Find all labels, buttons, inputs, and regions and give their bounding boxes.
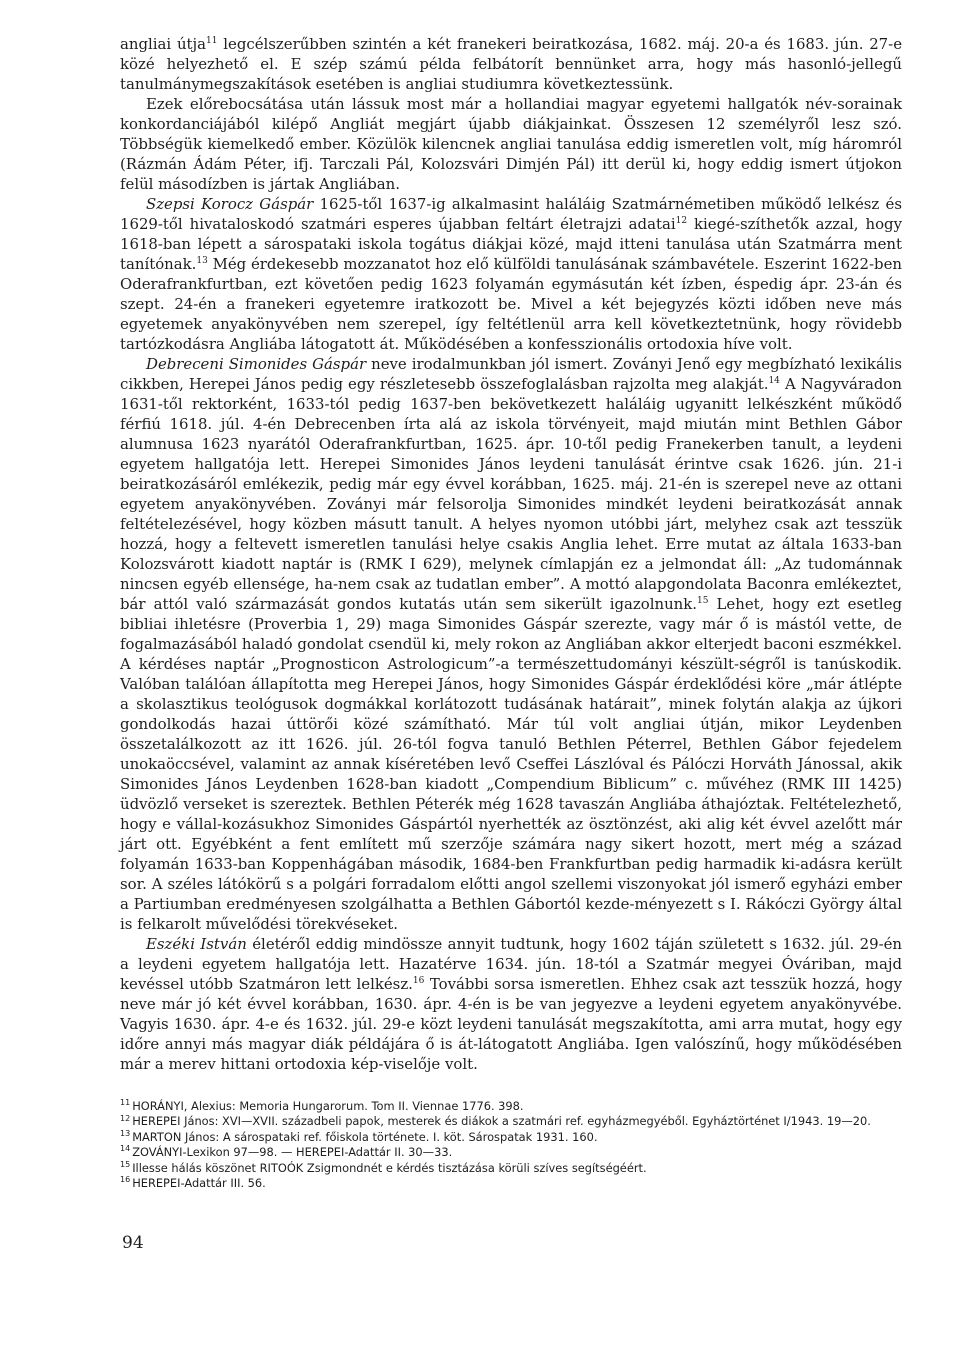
footnote-text: HORÁNYI, Alexius: Memoria Hungarorum. Tom II. Viennae 1776. 398. [132, 1099, 524, 1113]
main-text [120, 34, 902, 1074]
paragraph-4 [120, 354, 902, 934]
text-run: angliai útja [120, 35, 207, 53]
person-name: Eszéki István [146, 935, 247, 953]
footnote-text: ZOVÁNYI-Lexikon 97—98. — HEREPEI-Adattár II. 30—33. [132, 1145, 453, 1160]
footnote [120, 1161, 902, 1176]
text-run: Lehet, hogy ezt esetleg bibliai ihletésre (Proverbia 1, 29) maga Simonides Gáspár szerezte, vagy már ő is mástól vette, de fogalmazásából haladó gondolat csendül ki, mely rokon az Angliában akkor elterjedt baconi eszmékkel. A kérdéses naptár „Prognosticon Astrologicum”-a természettudományi készült-ségről is tanúskodik. Valóban találóan állapította meg Herepei János, hogy Simonides Gáspár érdeklődési köre „már átlépte a skolasztikus teológusok dogmákkal korlátozott tudásának határait”, minek folytán alakja az újkori gondolkodás hazai úttörői közé számítható. Már túl volt angliai útján, mikor Leydenben összetalálkozott az itt 1626. júl. 26-tól fogva tanuló Bethlen Péterrel, Bethlen Gábor fejedelem unokaöccsével, valamint az annak kíséretében levő Cseffei Lászlóval és Pálóczi Horváth Jánossal, akik Simonides János Leydenben 1628-ban kiadott „Compendium Biblicum” c. művéhez (RMK III 1425) üdvözlő verseket is szereztek. Bethlen Péterék még 1628 tavaszán Angliába áthajóztak. Feltételezhető, hogy e vállal-kozásukhoz Simonides Gáspártól nyerhették az ösztönzést, aki alig két évvel azelőtt már járt ott. Egyébként a fent említett mű szerzője számára nagy sikert hozott, mert még a század folyamán 1633-ban Koppenhágában második, 1684-ben Frankfurtban pedig harmadik ki-adásra került sor. A széles látókörű s a polgári forradalom előtti angol szellemi viszonyokat jól ismerő egyházi ember a Partiumban eredményesen szolgálhatta a Bethlen Gábortól kezde-ményezett s I. Rákóczi György által is felkarolt művelődési törekvéseket. [120, 595, 902, 933]
footnote [120, 1099, 902, 1114]
text-run: kiegé-szíthetők azzal, hogy 1618-ban lépett a sárospataki iskola togátus diákjai közé, majd itteni tanulása után Szatmárra ment tanítónak. [120, 215, 902, 273]
text-run: legcélszerűbben szintén a két franekeri beiratkozása, 1682. máj. 20-a és 1683. jún. 27-e közé helyezhető el. E szép számú példa felbátorít bennünket arra, hogy más hasonló-jellegű tanulmánymegszakítások esetében is angliai studiumra következtessünk. [120, 35, 903, 93]
text-run: neve irodalmunkban jól ismert. Zoványi Jenő egy megbízható lexikális cikkben, Herepei János pedig egy részletesebb összefoglalásban rajzolta meg alakját. [120, 355, 903, 393]
footnote-text: Illesse hálás köszönet RITOÓK Zsigmondnét e kérdés tisztázása körüli szíves segítségéért. [132, 1160, 647, 1175]
footnotes [120, 1099, 902, 1191]
paragraph-1 [120, 34, 902, 94]
footnote-number: 16 [120, 1175, 131, 1185]
footnote-ref: 12 [675, 216, 688, 227]
text-run: életéről eddig mindössze annyit tudtunk, hogy 1602 táján született s 1632. júl. 29-én a leydeni egyetem hallgatója lett. Hazatérve 1634. jún. 18-tól a Szatmár megyei Óváriban, majd kevéssel utóbb Szatmáron lett lelkész. [120, 935, 903, 993]
paragraph-3 [120, 194, 902, 354]
person-name: Debreceni Simonides Gáspár [146, 355, 367, 373]
text-run: A Nagyváradon 1631-től rektorként, 1633-tól pedig 1637-ben bekövetkezett haláláig ugyanitt lelkészként működő férfiú 1618. júl. 4-én Debrecenben írta alá az iskola törvényeit, majd miután mint Bethlen Gábor alumnusa 1623 nyarától Oderafrankfurtban, 1625. ápr. 10-től pedig Franekerben tanult, a leydeni egyetem hallgatója lett. Herepei Simonides János leydeni tanulását érintve csak 1626. jún. 21-i beiratkozásáról emlékezik, pedig már egy évvel korábban, 1625. máj. 21-én is szerepel neve az ottani egyetem anyakönyvében. Zoványi már felsorolja Simonides mindkét leydeni beiratkozását annak feltételezésével, hogy közben másutt tanult. A helyes nyomon utóbbi járt, melyhez csak azt tesszük hozzá, hogy a feltevett ismeretlen tanulási helye csakis Anglia lehet. Erre mutat az általa 1633-ban Kolozsvárott kiadott naptár is (RMK I 629), melynek címlapján ez a jelmondat áll: „Az tudománnak nincsen egyéb ellensége, ha-nem csak az tudatlan ember”. A mottó alapgondolata Baconra emlékeztet, bár attól való származását gondos kutatás után sem sikerült igazolnunk. [120, 375, 902, 613]
footnote [120, 1145, 902, 1160]
footnote-number: 14 [120, 1144, 131, 1154]
text-run: További sorsa ismeretlen. Ehhez csak azt tesszük hozzá, hogy neve már jó két évvel korábban, 1630. ápr. 4-én is be van jegyezve a leydeni egyetem anyakönyvébe. Vagyis 1630. ápr. 4-e és 1632. júl. 29-e közt leydeni tanulását megszakította, ami arra mutat, hogy egy időre annyi más magyar diák példájára ő is át-látogatott Angliába. Igen valószínű, hogy működésében már a merev hittani ortodoxia kép-viselője volt. [120, 975, 902, 1073]
footnote-text: MARTON János: A sárospataki ref. főiskola története. I. köt. Sárospatak 1931. 160. [132, 1129, 598, 1144]
footnote-ref: 16 [412, 976, 425, 987]
footnote-number: 12 [120, 1113, 131, 1123]
footnote [120, 1176, 902, 1191]
person-name: Szepsi Korocz Gáspár [146, 195, 314, 213]
text-run: Még érdekesebb mozzanatot hoz elő külföldi tanulásának számbavétele. Eszerint 1622-ben Oderafrankfurtban, ezt követően pedig 1623 folyamán egymásután két ízben, éspedig ápr. 23-án és szept. 24-én a franekeri egyetemre iratkozott be. Mivel a két bejegyzés közti időben neve más egyetemek anyakönyvében nem szerepel, így feltétlenül arra kell következtetnünk, hogy rövidebb tartózkodásra Angliába látogatott át. Működésében a konfesszionális ortodoxia híve volt. [120, 255, 902, 353]
footnote-number: 15 [120, 1159, 131, 1169]
footnote [120, 1130, 902, 1145]
footnote-ref: 11 [206, 36, 218, 47]
footnote [120, 1114, 902, 1129]
footnote-ref: 13 [196, 256, 208, 267]
footnote-number: 13 [120, 1129, 131, 1139]
text-run: 1625-től 1637-ig alkalmasint haláláig Szatmárnémetiben működő lelkész és 1629-től hivataloskodó szatmári esperes újabban feltárt életrajzi adatai [120, 195, 902, 233]
footnote-text: HEREPEI-Adattár III. 56. [132, 1176, 266, 1191]
footnote-number: 11 [120, 1098, 131, 1108]
footnote-ref: 14 [768, 376, 780, 387]
footnote-text: HEREPEI János: XVI—XVII. századbeli papok, mesterek és diákok a szatmári ref. egyházmegyéből. Egyháztörténet I/1943. 19—20. [132, 1114, 871, 1129]
footnote-ref: 15 [697, 596, 709, 607]
page-number: 94 [122, 1233, 144, 1253]
paragraph-2: Ezek előrebocsátása után lássuk most már a hollandiai magyar egyetemi hallgatók név-sorainak konkordanciájából kilépő Angliát megjárt újabb diákjainkat. Összesen 12 személyről lesz szó. Többségük kiemelkedő ember. Közülök kilencnek angliai tanulása eddig ismeretlen volt, míg háromról (Rázmán Ádám Péter, ifj. Tarczali Pál, Kolozsvári Dimjén Pál) itt derül ki, hogy eddig ismert útjokon felül másodízben is jártak Angliában. [120, 95, 902, 193]
paragraph-5 [120, 934, 902, 1074]
